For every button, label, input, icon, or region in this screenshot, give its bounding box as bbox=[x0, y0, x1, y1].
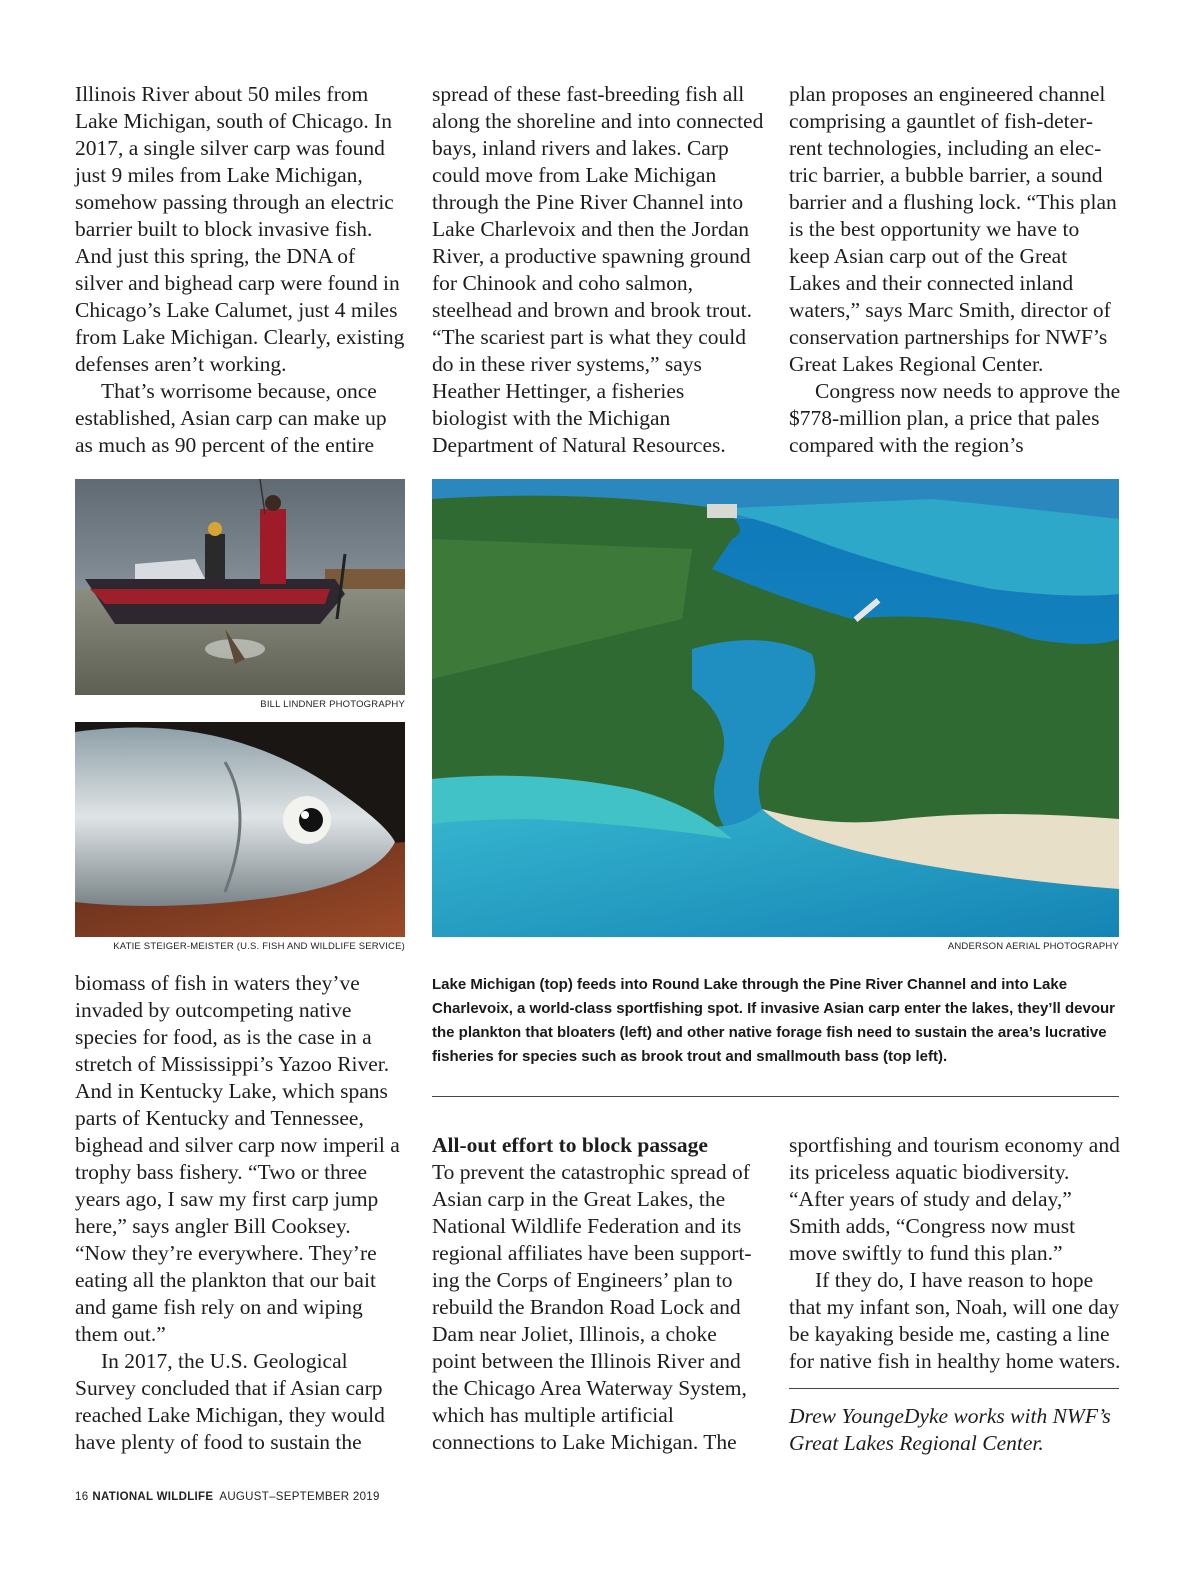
photo-credit: BILL LINDNER PHOTOGRAPHY bbox=[260, 699, 405, 710]
column-2-bottom bbox=[432, 1132, 764, 1456]
paragraph: That’s worrisome because, once established, Asian carp can make up as much as 90 percent of the entire bbox=[75, 379, 387, 457]
fish-photo bbox=[75, 722, 405, 937]
paragraph: Congress now needs to approve the $778-million plan, a price that pales compared with the region’s bbox=[789, 379, 1121, 457]
paragraph: To prevent the catastrophic spread of Asian carp in the Great Lakes, the National Wildlife Federation and its regional affiliates have been support-ing the Corps of Engineers’ plan to rebuild the Brandon Road Lock and Dam near Joliet, Illinois, a choke point between the Illinois River and the Chicago Area Waterway System, which has multiple artificial connections to Lake Michigan. The bbox=[432, 1160, 752, 1454]
paragraph: In 2017, the U.S. Geological Survey concluded that if Asian carp reached Lake Michigan, they would have plenty of food to sustain the bbox=[75, 1349, 385, 1454]
aerial-photo bbox=[432, 479, 1119, 937]
column-1-bottom bbox=[75, 970, 407, 1456]
column-3-top bbox=[789, 81, 1121, 459]
photo-caption: Lake Michigan (top) feeds into Round Lake through the Pine River Channel and into Lake Charlevoix, a world-class sportfishing spot. If invasive Asian carp enter the lakes, they’ll devour the plankton that bloaters (left) and other native forage fish need to sustain the area’s lucrative fisheries for species such as brook trout and smallmouth bass (top left). bbox=[432, 976, 1115, 1065]
photo-credit: ANDERSON AERIAL PHOTOGRAPHY bbox=[947, 941, 1119, 952]
page-footer bbox=[75, 1491, 380, 1503]
divider bbox=[432, 1096, 1119, 1097]
issue-date: AUGUST–SEPTEMBER 2019 bbox=[219, 1491, 380, 1503]
column-3-bottom bbox=[789, 1132, 1121, 1375]
paragraph: plan proposes an engineered channel comprising a gauntlet of fish-deter-rent technologies, including an elec-tric barrier, a bubble barrier, a sound barrier and a flushing lock. “This plan is the best opportunity we have to keep Asian carp out of the Great Lakes and their connected inland waters,” says Marc Smith, director of conservation partnerships for NWF’s Great Lakes Regional Center. bbox=[789, 82, 1117, 376]
paragraph: biomass of fish in waters they’ve invaded by outcompeting native species for food, as is the case in a stretch of Mississippi’s Yazoo River. And in Kentucky Lake, which spans parts of Kentucky and Tennessee, bighead and silver carp now imperil a trophy bass fishery. “Two or three years ago, I saw my first carp jump here,” says angler Bill Cooksey. “Now they’re everywhere. They’re eating all the plankton that our bait and game fish rely on and wiping them out.” bbox=[75, 971, 400, 1346]
author-bio: Drew YoungeDyke works with NWF’s Great Lakes Regional Center. bbox=[789, 1404, 1111, 1455]
fish-photo-illustration bbox=[75, 722, 405, 937]
paragraph: spread of these fast-breeding fish all along the shoreline and into connected bays, inland rivers and lakes. Carp could move from Lake Michigan through the Pine River Channel into Lake Charlevoix and then the Jordan River, a productive spawning ground for Chinook and coho salmon, steelhead and brown and brook trout. “The scariest part is what they could do in these river systems,” says Heather Hettinger, a fisheries biologist with the Michigan Department of Natural Resources. bbox=[432, 82, 764, 457]
paragraph: sportfishing and tourism economy and its priceless aquatic biodiversity. “After years of study and delay,” Smith adds, “Congress now must move swiftly to fund this plan.” bbox=[789, 1133, 1120, 1265]
page-number: 16 bbox=[75, 1491, 89, 1503]
column-1-top bbox=[75, 81, 407, 459]
boat-photo bbox=[75, 479, 405, 695]
paragraph: If they do, I have reason to hope that my infant son, Noah, will one day be kayaking beside me, casting a line for native fish in healthy home waters. bbox=[789, 1268, 1121, 1373]
divider bbox=[789, 1388, 1119, 1389]
boat-photo-illustration bbox=[75, 479, 405, 695]
magazine-name: NATIONAL WILDLIFE bbox=[92, 1491, 214, 1503]
column-2-top bbox=[432, 81, 764, 459]
aerial-photo-illustration bbox=[432, 479, 1119, 937]
paragraph: Illinois River about 50 miles from Lake Michigan, south of Chicago. In 2017, a single silver carp was found just 9 miles from Lake Michigan, somehow passing through an electric barrier built to block invasive fish. And just this spring, the DNA of silver and bighead carp were found in Chicago’s Lake Calumet, just 4 miles from Lake Michigan. Clearly, existing defenses aren’t working. bbox=[75, 82, 405, 376]
photo-credit: KATIE STEIGER-MEISTER (U.S. FISH AND WILDLIFE SERVICE) bbox=[113, 941, 405, 952]
section-subhead: All-out effort to block passage bbox=[432, 1133, 708, 1157]
